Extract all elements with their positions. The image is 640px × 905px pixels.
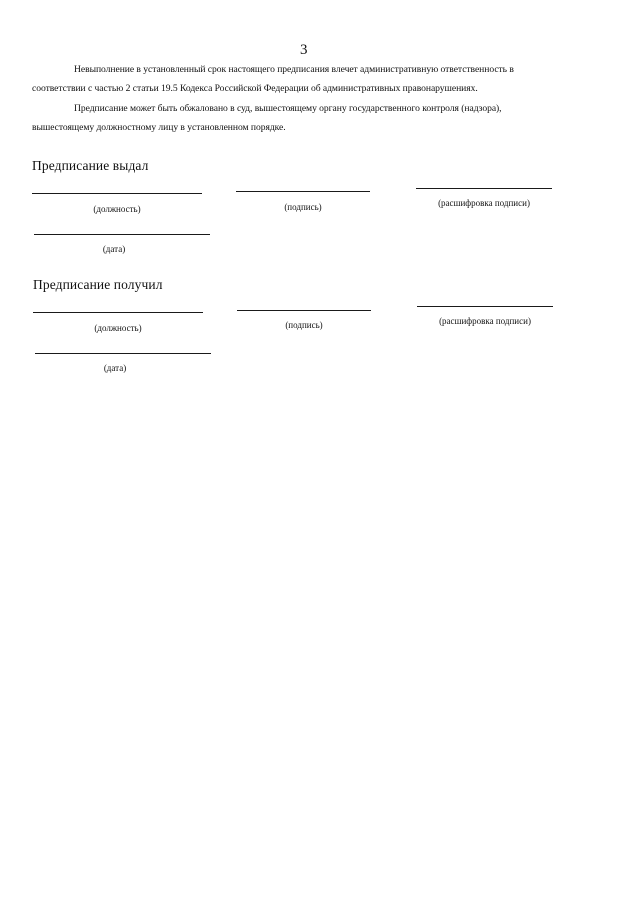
received-date-caption: (дата) [103, 363, 127, 373]
received-title: Предписание получил [33, 277, 163, 292]
issued-signature-caption: (подпись) [284, 202, 322, 212]
paragraph-liability: Невыполнение в установленный срок настоящего предписания влечет административную ответственность в соответствии с частью 2 статьи 19.5 Кодекса Российской Федерации об административных правонарушениях. [32, 64, 514, 94]
issued-decoding-line [416, 188, 552, 189]
received-signature-caption: (подпись) [285, 320, 323, 330]
issued-decoding-caption: (расшифровка подписи) [438, 198, 530, 208]
received-signature-line [237, 310, 371, 311]
issued-signature-line [236, 191, 370, 192]
received-position-line [33, 312, 203, 313]
page-number: 3 [300, 42, 308, 58]
received-decoding-caption: (расшифровка подписи) [439, 316, 531, 326]
paragraph-appeal: Предписание может быть обжаловано в суд, вышестоящему органу государственного контроля (надзора), вышестоящему должностному лицу в установленном порядке. [32, 103, 502, 133]
received-date-line [35, 353, 211, 354]
received-position-caption: (должность) [94, 323, 142, 333]
issued-date-caption: (дата) [102, 244, 126, 254]
issued-date-line [34, 234, 210, 235]
issued-position-caption: (должность) [93, 204, 141, 214]
issued-position-line [32, 193, 202, 194]
received-decoding-line [417, 306, 553, 307]
issued-title: Предписание выдал [32, 158, 149, 173]
